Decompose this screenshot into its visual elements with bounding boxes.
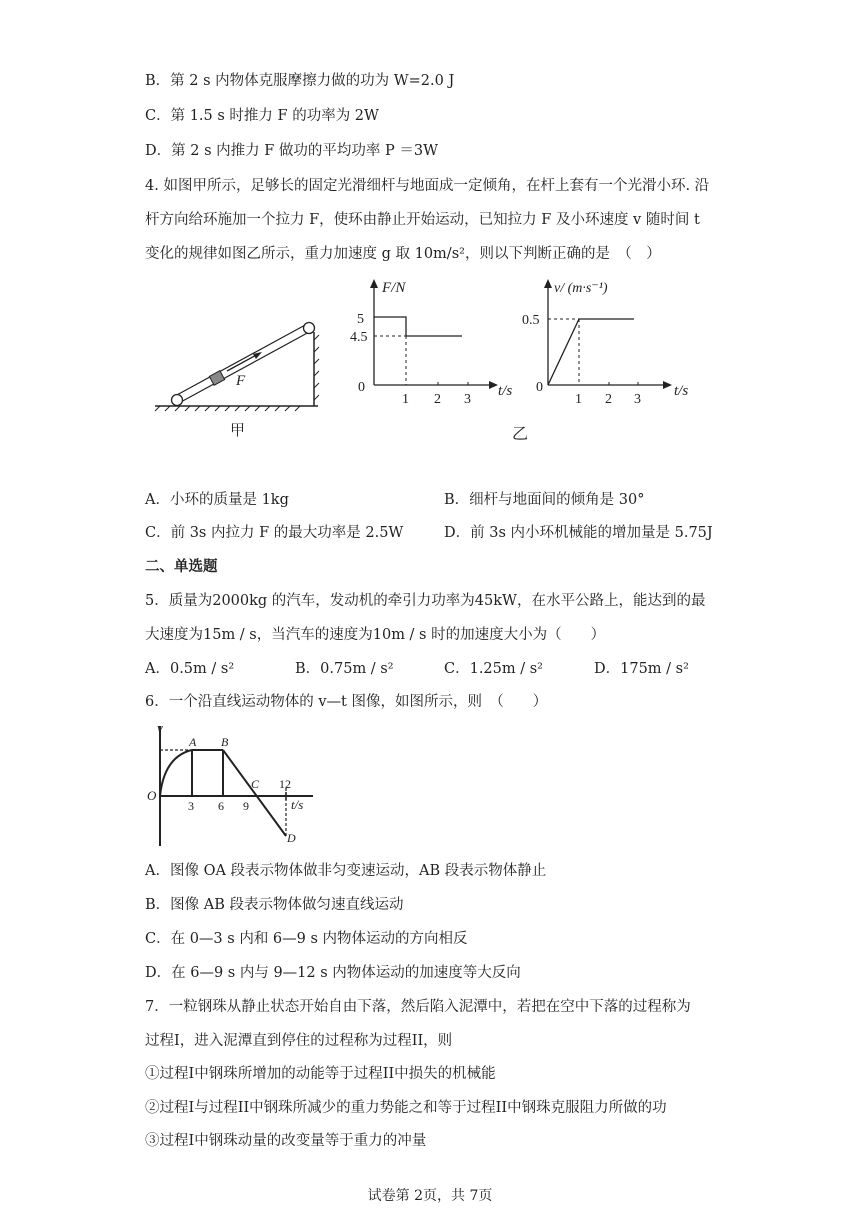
ground [155, 406, 318, 411]
rod-bottom-pivot [172, 395, 183, 406]
q7-statement-2: ②过程I与过程II中钢珠所减少的重力势能之和等于过程II中钢珠克服阻力所做的功 [145, 1100, 667, 1116]
f-y-tick-5: 5 [357, 312, 364, 327]
v-t-curve [548, 319, 634, 385]
q6-point-c: C [251, 777, 260, 791]
q5-option-b: B．0.75m / s² [295, 661, 394, 677]
v-y-axis-label: v/ (m·s⁻¹) [554, 281, 608, 296]
q5-text-line1: 5．质量为2000kg 的汽车，发动机的牵引力功率为45kW，在水平公路上，能达到的最 [145, 593, 706, 609]
section-heading: 二、单选题 [145, 558, 218, 575]
force-arrow [227, 352, 262, 371]
q5-option-d: D．175m / s² [594, 661, 689, 677]
f-x-tick-2: 2 [434, 392, 441, 407]
q5-option-a: A．0.5m / s² [145, 661, 235, 677]
q6-x-tick-3: 3 [188, 799, 194, 813]
v-x-tick-1: 1 [575, 392, 582, 407]
v-x-arrow [663, 381, 672, 389]
q6-point-b: B [221, 735, 229, 749]
v-x-tick-3: 3 [634, 392, 641, 407]
f-x-tick-3: 3 [464, 392, 471, 407]
q5-option-c: C．1.25m / s² [444, 661, 543, 677]
v-x-tick-2: 2 [605, 392, 612, 407]
v-y-tick-0-5: 0.5 [522, 313, 540, 328]
q4-option-c: C．前 3s 内拉力 F 的最大功率是 2.5W [145, 525, 404, 541]
q6-curve-oa [160, 750, 192, 796]
rod-top-pivot [304, 323, 315, 334]
q5-text-line2: 大速度为15m / s，当汽车的速度为10m / s 时的加速度大小为（ ） [145, 627, 606, 643]
v-x-axis-label: t/s [674, 383, 689, 399]
q6-option-c: C．在 0—3 s 内和 6—9 s 内物体运动的方向相反 [145, 931, 468, 947]
q6-y-axis-label: v [157, 720, 163, 735]
q4-text-line2: 杆方向给环施加一个拉力 F，使环由静止开始运动，已知拉力 F 及小环速度 v 随时间 t [145, 212, 700, 228]
option-c-prev: C．第 1.5 s 时推力 F 的功率为 2W [145, 108, 379, 124]
q4-text-line1: 4. 如图甲所示，足够长的固定光滑细杆与地面成一定倾角，在杆上套有一个光滑小环. 沿 [145, 178, 710, 194]
q6-point-a: A [189, 735, 197, 749]
q6-point-d: D [287, 831, 296, 845]
q6-x-tick-6: 6 [218, 799, 224, 813]
q6-x-axis-label: t/s [291, 797, 304, 812]
q6-vt-graph [145, 718, 325, 850]
q6-segment-bcd [223, 750, 286, 836]
q7-statement-1: ①过程I中钢珠所增加的动能等于过程II中损失的机械能 [145, 1066, 496, 1082]
q6-x-tick-9: 9 [243, 799, 249, 813]
q6-origin-label: O [147, 788, 157, 803]
q7-text-line1: 7．一粒钢珠从静止状态开始自由下落，然后陷入泥潭中，若把在空中下落的过程称为 [145, 999, 691, 1015]
force-label: F [236, 373, 246, 389]
figure-jia [150, 318, 330, 448]
q7-text-line2: 过程I，进入泥潭直到停住的过程称为过程II，则 [145, 1033, 453, 1049]
q4-option-a: A．小环的质量是 1kg [145, 492, 289, 508]
rod [175, 324, 311, 403]
q6-x-tick-12: 12 [279, 777, 291, 791]
f-t-chart [330, 275, 520, 415]
q6-option-a: A．图像 OA 段表示物体做非匀变速运动，AB 段表示物体静止 [145, 863, 547, 879]
q6-text-line1: 6．一个沿直线运动物体的 v—t 图像，如图所示，则 （ ） [145, 694, 548, 710]
f-x-arrow [489, 381, 498, 389]
q4-text-line3: 变化的规律如图乙所示，重力加速度 g 取 10m/s²，则以下判断正确的是 （ ） [145, 246, 661, 262]
v-t-chart [510, 275, 710, 415]
small-ring [209, 371, 224, 386]
q4-option-b: B．细杆与地面间的倾角是 30° [444, 492, 645, 508]
option-b-prev: B．第 2 s 内物体克服摩擦力做的功为 W=2.0 J [145, 73, 455, 89]
f-x-tick-1: 1 [402, 392, 409, 407]
f-x-axis-label: t/s [498, 383, 513, 399]
option-d-prev: D．第 2 s 内推力 F 做功的平均功率 P ＝3W [145, 143, 439, 159]
q6-option-d: D．在 6—9 s 内与 9—12 s 内物体运动的加速度等大反向 [145, 965, 521, 981]
f-y-axis-label: F/N [382, 280, 406, 296]
f-origin-label: 0 [358, 380, 365, 395]
f-y-tick-4-5: 4.5 [350, 330, 368, 345]
f-y-arrow [370, 279, 378, 288]
v-origin-label: 0 [536, 380, 543, 395]
q6-option-b: B．图像 AB 段表示物体做匀速直线运动 [145, 897, 404, 913]
v-y-arrow [544, 279, 552, 288]
wall [314, 332, 319, 406]
f-t-curve [374, 317, 462, 336]
page-footer: 试卷第 2页，共 7页 [367, 1188, 493, 1204]
q4-option-d: D．前 3s 内小环机械能的增加量是 5.75J [444, 525, 713, 541]
figure-jia-caption: 甲 [230, 423, 246, 439]
figure-yi-caption: 乙 [512, 424, 529, 443]
q7-statement-3: ③过程I中钢珠动量的改变量等于重力的冲量 [145, 1133, 427, 1149]
